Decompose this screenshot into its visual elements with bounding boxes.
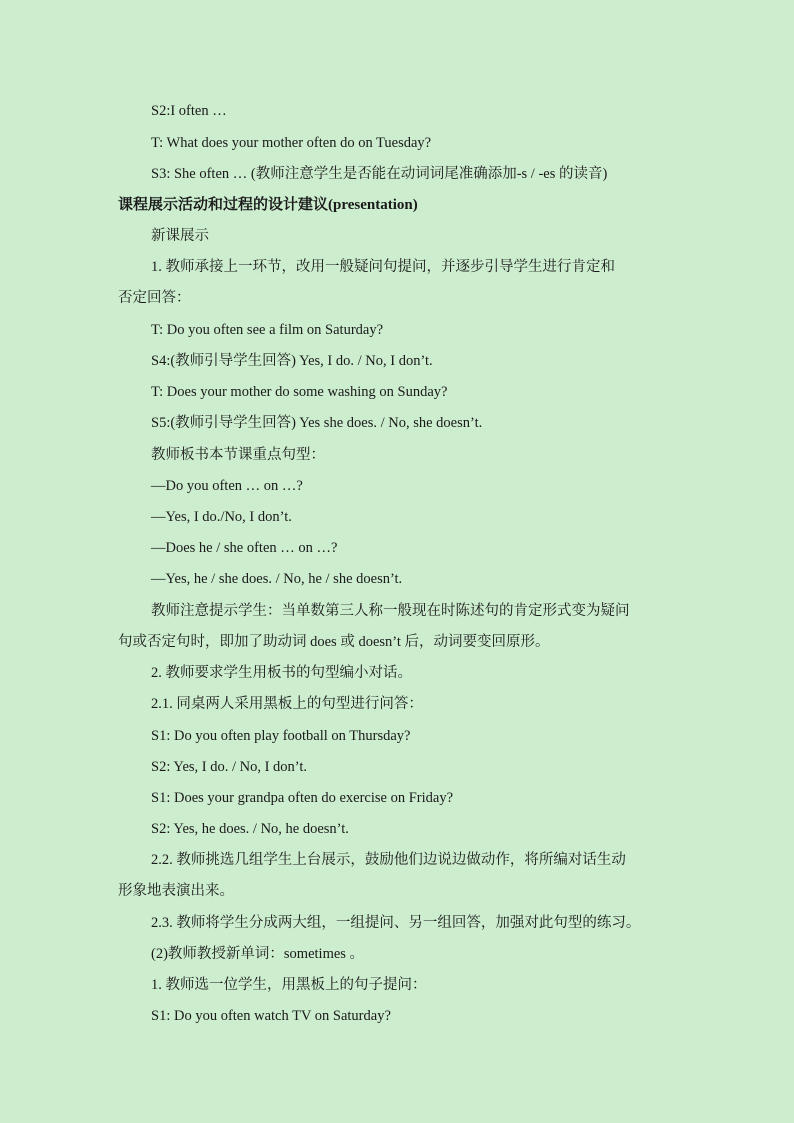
subsection-title: 新课展示 — [151, 228, 209, 244]
dialogue-line: S1: Do you often watch TV on Saturday? — [151, 1008, 391, 1024]
paragraph-line: 句或否定句时，即加了助动词 does 或 doesn’t 后，动词要变回原形。 — [118, 634, 550, 650]
dialogue-line: S1: Does your grandpa often do exercise on Friday? — [151, 790, 454, 806]
paragraph-line: 2.3. 教师将学生分成两大组，一组提问、另一组回答，加强对此句型的练习。 — [151, 915, 641, 931]
dialogue-line: T: Does your mother do some washing on Sunday? — [151, 384, 448, 400]
paragraph-line: 否定回答： — [118, 290, 191, 306]
section-heading: 课程展示活动和过程的设计建议(presentation) — [118, 197, 418, 213]
paragraph-line: 1. 教师选一位学生，用黑板上的句子提问： — [151, 977, 427, 993]
sentence-pattern: —Yes, he / she does. / No, he / she doesn’t. — [151, 571, 403, 587]
paragraph-line: 教师板书本节课重点句型： — [151, 447, 325, 463]
sentence-pattern: —Do you often … on …? — [151, 478, 303, 494]
dialogue-line: S2: Yes, he does. / No, he doesn’t. — [151, 821, 349, 837]
dialogue-line: S2: Yes, I do. / No, I don’t. — [151, 759, 308, 775]
dialogue-line: S1: Do you often play football on Thursday? — [151, 728, 411, 744]
sentence-pattern: —Yes, I do./No, I don’t. — [151, 509, 292, 525]
dialogue-line: S4:(教师引导学生回答) Yes, I do. / No, I don’t. — [151, 353, 433, 369]
dialogue-line: T: Do you often see a film on Saturday? — [151, 322, 384, 338]
dialogue-line: S2:I often … — [151, 103, 227, 119]
dialogue-line: T: What does your mother often do on Tuesday? — [151, 135, 432, 151]
paragraph-line: 教师注意提示学生：当单数第三人称一般现在时陈述句的肯定形式变为疑问 — [151, 603, 630, 619]
dialogue-line: S3: She often … (教师注意学生是否能在动词词尾准确添加-s / -es 的读音) — [151, 166, 608, 182]
dialogue-line: S5:(教师引导学生回答) Yes she does. / No, she doesn’t. — [151, 415, 483, 431]
paragraph-line: 形象地表演出来。 — [118, 883, 234, 899]
paragraph-line: (2)教师教授新单词：sometimes 。 — [151, 946, 365, 962]
paragraph-line: 2.2. 教师挑选几组学生上台展示，鼓励他们边说边做动作，将所编对话生动 — [151, 852, 626, 868]
paragraph-line: 2. 教师要求学生用板书的句型编小对话。 — [151, 665, 412, 681]
paragraph-line: 1. 教师承接上一环节，改用一般疑问句提问，并逐步引导学生进行肯定和 — [151, 259, 615, 275]
sentence-pattern: —Does he / she often … on …? — [151, 540, 338, 556]
paragraph-line: 2.1. 同桌两人采用黑板上的句型进行问答： — [151, 696, 423, 712]
